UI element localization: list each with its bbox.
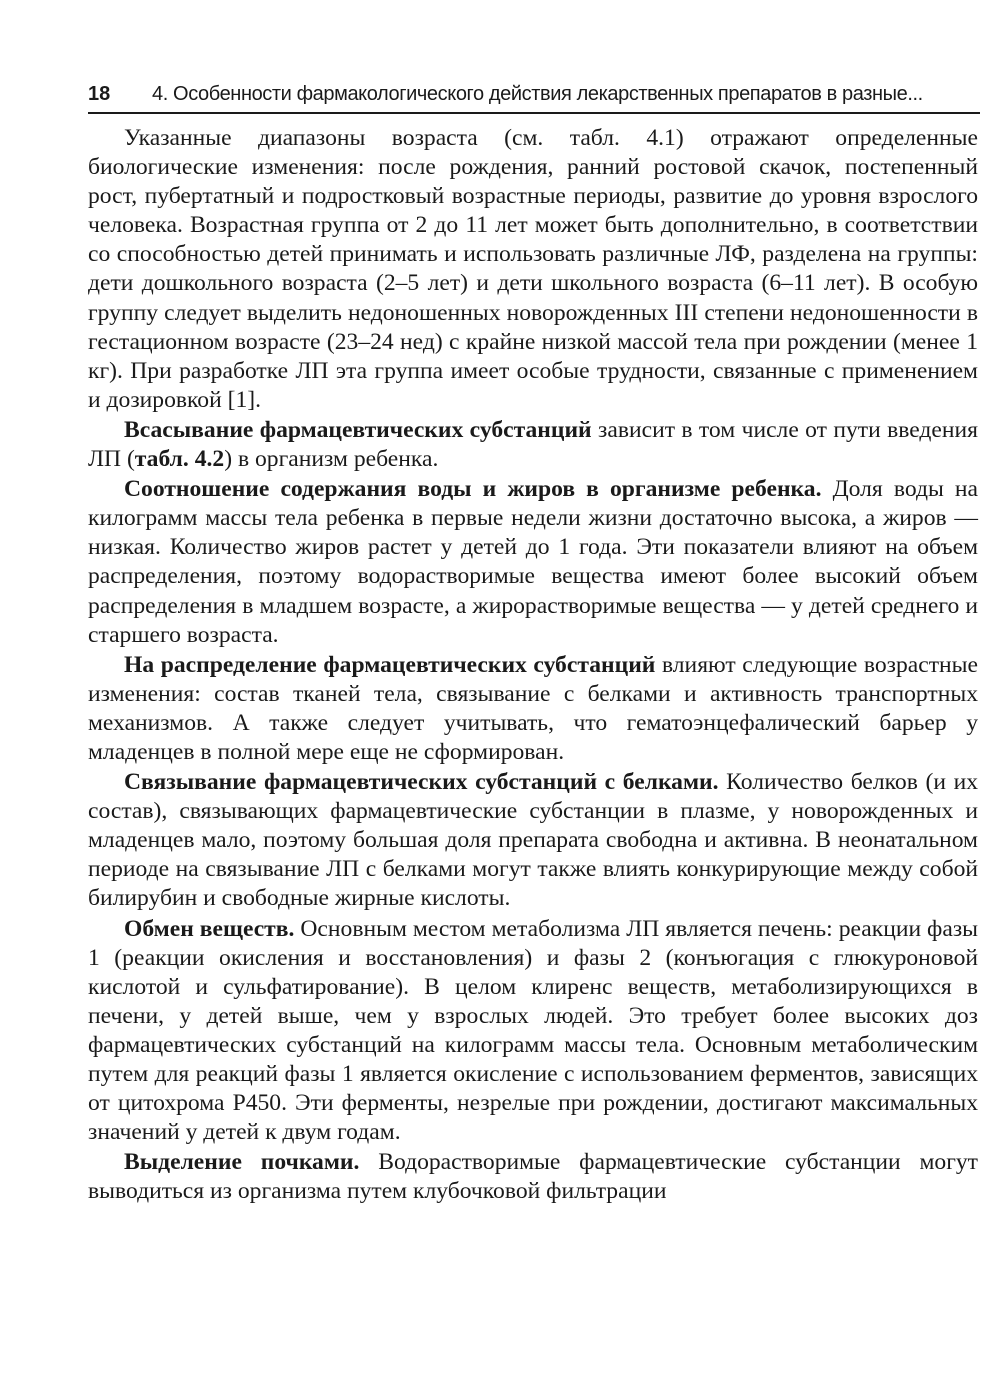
table-reference: табл. 4.2 [134, 446, 225, 473]
paragraph-text: Указанные диапазоны возраста (см. табл. 4.1) отражают определенные биологические изменения: после рождения, ранний ростовой скачок, постепенный рост, пубертатный и подростковый возрастные периоды, развитие до уровня взрослого человека. Возрастная группа от 2 до 11 лет может быть дополнительно, в соответствии со способностью детей принимать и использовать различные ЛФ, разделена на группы: дети дошкольного возраста (2–5 лет) и дети школьного возраста (6–11 лет). В особую группу следует выделить недоношенных новорожденных III степени недоношенности в гестационном возрасте (23–24 нед) с крайне низкой массой тела при рождении (менее 1 кг). При разработке ЛП эта группа имеет особые трудности, связанные с применением и дозировкой [1]. [88, 125, 978, 413]
paragraph-heading: Связывание фармацевтических субстанций с белками. [124, 769, 719, 796]
paragraph-heading: Всасывание фармацевтических субстанций [124, 416, 592, 443]
page-number: 18 [88, 83, 111, 105]
paragraph-text: Доля воды на килограмм массы тела ребенка в первые недели жизни достаточно высока, а жиров — низкая. Количество жиров растет у детей до 1 года. Эти показатели влияют на объем распределения, поэтому водорастворимые вещества имеют более высокий объем распределения в младшем возрасте, а жирорастворимые вещества — у детей среднего и старшего возраста. [88, 476, 978, 648]
paragraph-heading: Обмен веществ. [124, 915, 295, 942]
paragraph-text: зависит в том числе от пути введения ЛП ( [88, 416, 978, 473]
paragraph-heading: На распределение фармацевтических субстанций [124, 651, 656, 678]
paragraph-absorption [88, 416, 978, 474]
running-title: 4. Особенности фармакологического действия лекарственных препаратов в разные... [152, 83, 923, 105]
paragraph-text: Количество белков (и их состав), связывающих фармацевтические субстанции в плазме, у новорожденных и младенцев мало, поэтому большая доля препарата свободна и активна. В неонатальном периоде на связывание ЛП с белками могут также влиять конкурирующие между собой билирубин и свободные жирные кислоты. [88, 769, 978, 912]
running-header [88, 76, 980, 114]
paragraph-text: Основным местом метаболизма ЛП является печень: реакции фазы 1 (реакции окисления и восстановления) и фазы 2 (конъюгация с глюкуроновой кислотой и сульфатирование). В целом клиренс веществ, метаболизирующихся в печени, у детей выше, чем у взрослых людей. Это требует более высоких доз фармацевтических субстанций на килограмм массы тела. Основным метаболическим путем для реакций фазы 1 является окисление с использованием ферментов, зависящих от цитохрома Р450. Эти ферменты, незрелые при рождении, достигают максимальных значений у детей к двум годам. [88, 915, 978, 1146]
paragraph-age-ranges [88, 124, 978, 415]
paragraph-protein-binding [88, 768, 978, 913]
paragraph-text: влияют следующие возрастные изменения: состав тканей тела, связывание с белками и активность транспортных механизмов. А также следует учитывать, что гематоэнцефалический барьер у младенцев в полной мере еще не сформирован. [88, 651, 978, 765]
paragraph-text: Водорастворимые фармацевтические субстанции могут выводиться из организма путем клубочковой фильтрации [88, 1149, 978, 1205]
paragraph-metabolism [88, 915, 978, 1148]
paragraph-heading: Соотношение содержания воды и жиров в организме ребенка. [124, 476, 822, 503]
paragraph-text: ) в организм ребенка. [224, 446, 439, 473]
paragraph-renal-excretion [88, 1148, 978, 1206]
paragraph-distribution [88, 651, 978, 767]
paragraph-water-fat [88, 475, 978, 650]
body-text [88, 124, 978, 1207]
paragraph-heading: Выделение почками. [124, 1149, 360, 1176]
